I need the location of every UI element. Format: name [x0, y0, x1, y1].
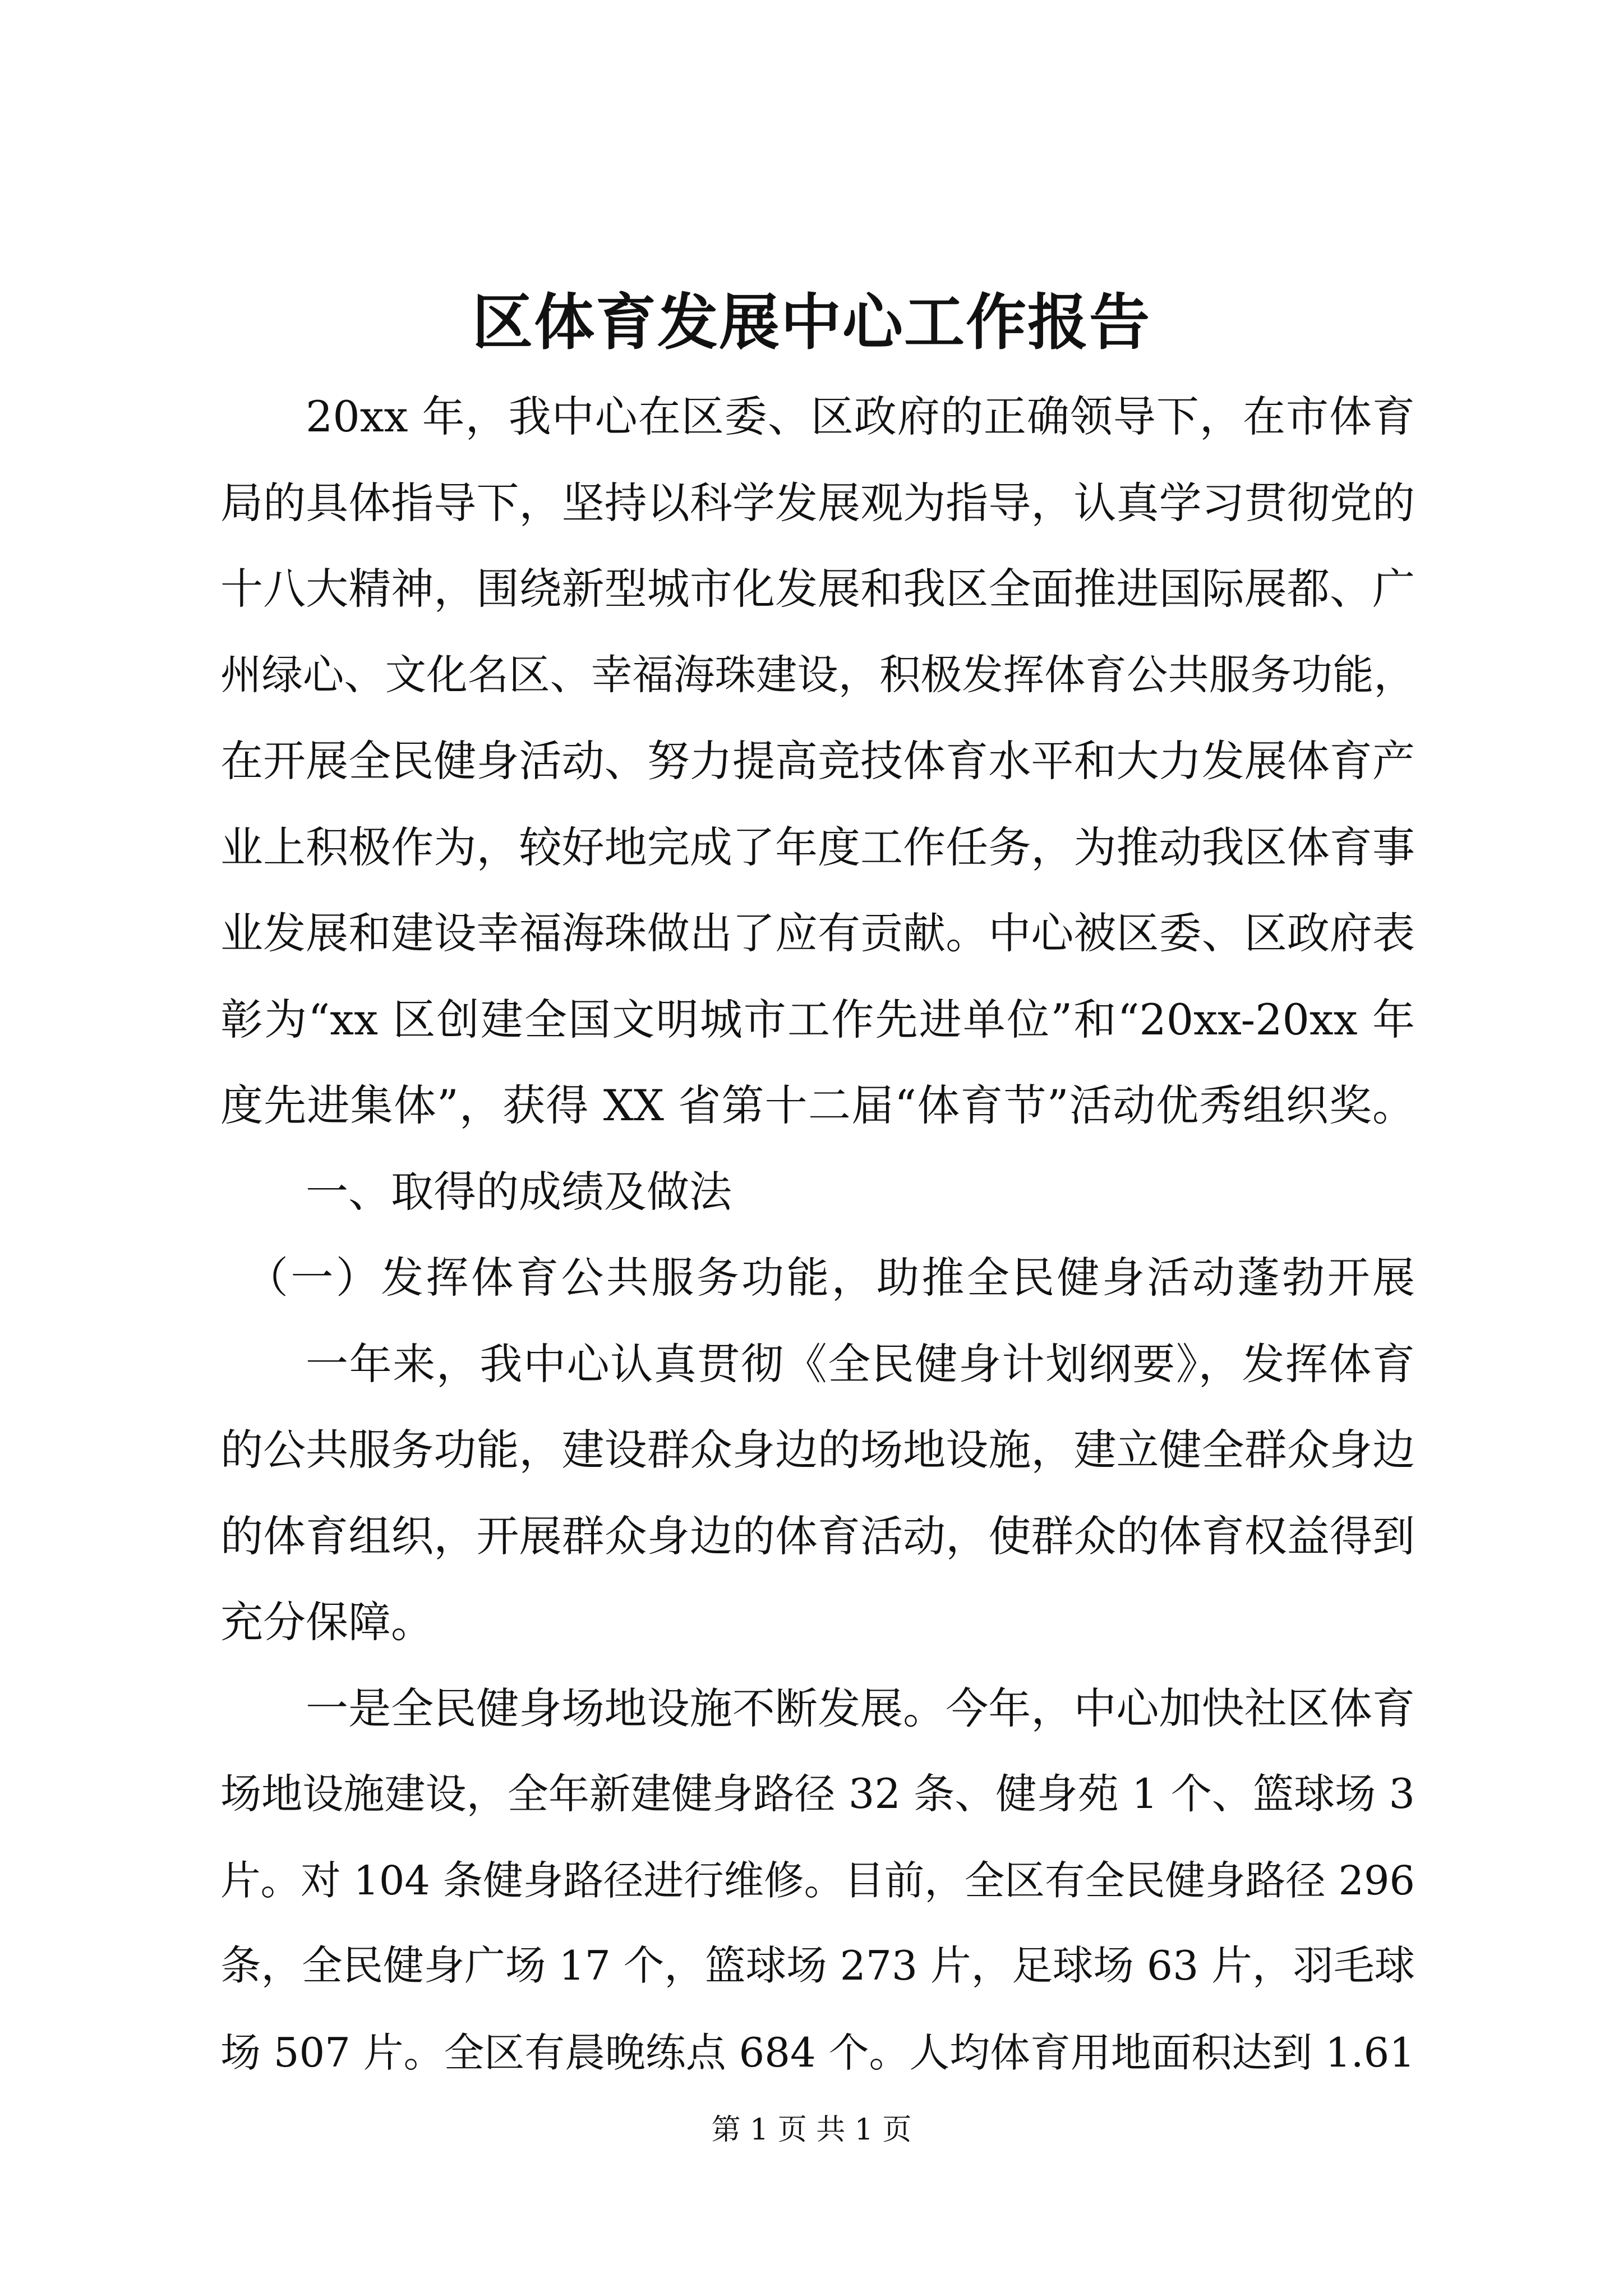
body-line: 业上积极作为，较好地完成了年度工作任务，为推动我区体育事 — [220, 822, 1415, 872]
body-line: 业发展和建设幸福海珠做出了应有贡献。中心被区委、区政府表 — [220, 908, 1415, 958]
body-line: 彰为“xx 区创建全国文明城市工作先进单位”和“20xx-20xx 年 — [220, 994, 1415, 1045]
body-line: 场 507 片。全区有晨晚练点 684 个。人均体育用地面积达到 1.61 — [220, 2028, 1415, 2076]
body-line: 的公共服务功能，建设群众身边的场地设施，建立健全群众身边 — [220, 1425, 1415, 1475]
body-line: 十八大精神，围绕新型城市化发展和我区全面推进国际展都、广 — [220, 564, 1415, 614]
body-line: 一、取得的成绩及做法 — [306, 1166, 732, 1217]
body-line: 一年来，我中心认真贯彻《全民健身计划纲要》，发挥体育 — [306, 1338, 1415, 1389]
body-line: 20xx 年，我中心在区委、区政府的正确领导下，在市体育 — [306, 392, 1415, 441]
document-body — [220, 374, 1415, 2096]
body-line: 充分保障。 — [220, 1597, 434, 1647]
body-line: 州绿心、文化名区、幸福海珠建设，积极发挥体育公共服务功能， — [220, 651, 1415, 699]
document-title: 区体育发展中心工作报告 — [472, 287, 1151, 358]
body-line: 一是全民健身场地设施不断发展。今年，中心加快社区体育 — [306, 1683, 1415, 1733]
body-line: 片。对 104 条健身路径进行维修。目前，全区有全民健身路径 296 — [220, 1857, 1415, 1904]
body-line: 场地设施建设，全年新建健身路径 32 条、健身苑 1 个、篮球场 3 — [220, 1770, 1415, 1818]
body-line: （一）发挥体育公共服务功能，助推全民健身活动蓬勃开展 — [246, 1253, 1415, 1303]
page-footer: 第 1 页 共 1 页 — [711, 2113, 912, 2147]
body-line: 在开展全民健身活动、努力提高竞技体育水平和大力发展体育产 — [220, 736, 1415, 786]
body-line: 度先进集体”，获得 XX 省第十二届“体育节”活动优秀组织奖。 — [220, 1080, 1415, 1130]
body-line: 的体育组织，开展群众身边的体育活动，使群众的体育权益得到 — [220, 1511, 1415, 1561]
body-line: 局的具体指导下，坚持以科学发展观为指导，认真学习贯彻党的 — [220, 477, 1415, 528]
body-line: 条，全民健身广场 17 个，篮球场 273 片，足球场 63 片，羽毛球 — [220, 1943, 1415, 1990]
